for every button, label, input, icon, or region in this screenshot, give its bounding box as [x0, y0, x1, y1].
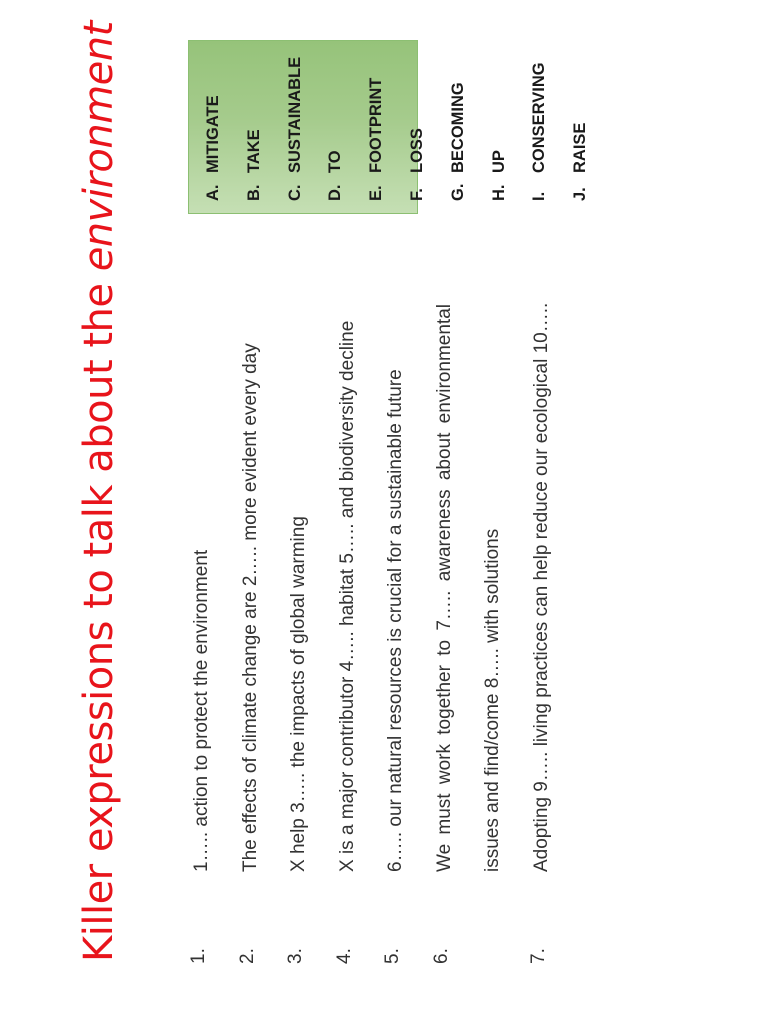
option-item: [234, 41, 275, 213]
exercise-number: 2.: [236, 948, 258, 964]
option-item: [193, 41, 234, 213]
title-emphasis: environment: [76, 21, 122, 272]
option-word: MITIGATE: [204, 95, 222, 173]
exercise-number: 5.: [382, 948, 403, 964]
option-letter: B.: [244, 184, 263, 201]
exercise-item: [334, 304, 383, 964]
exercise-text: Adopting 9….. living practices can help reduce our ecological 10…..: [530, 302, 552, 872]
option-word: FOOTPRINT: [367, 77, 386, 173]
option-letter: D.: [326, 184, 345, 201]
option-item: [275, 41, 316, 213]
option-word: TAKE: [244, 129, 263, 173]
exercise-item: [188, 304, 237, 964]
option-letter: F.: [407, 188, 426, 201]
option-item: [438, 41, 479, 213]
option-word: TO: [326, 150, 345, 173]
option-item: [479, 41, 520, 213]
exercise-text-continued: issues and find/come 8….. with solutions: [482, 528, 503, 872]
exercise-text: X help 3….. the impacts of global warming: [288, 516, 309, 872]
exercise-number: 6.: [430, 948, 452, 964]
exercise-item: [285, 304, 334, 964]
option-item: [560, 41, 601, 213]
exercise-text: We must work together to 7….. awareness about environmental: [433, 304, 455, 872]
option-letter: J.: [571, 187, 590, 201]
exercise-text: 1….. action to protect the environment: [191, 549, 212, 872]
exercise-number: 4.: [333, 948, 355, 964]
option-word: SUSTAINABLE: [285, 56, 304, 173]
title-main: Killer expressions to talk about the: [76, 271, 122, 962]
option-letter: G.: [448, 183, 467, 201]
option-word: LOSS: [407, 128, 426, 173]
option-item: [397, 41, 438, 213]
option-word: RAISE: [571, 122, 590, 173]
exercise-number: 3.: [285, 948, 306, 964]
option-item: [356, 41, 397, 213]
exercise-item: [431, 304, 528, 964]
exercise-text: The effects of climate change are 2….. more evident every day: [239, 343, 261, 872]
exercise-number: 1.: [188, 948, 209, 964]
exercise-item: [237, 304, 286, 964]
exercise-item: [382, 304, 431, 964]
option-item: [315, 41, 356, 213]
option-letter: C.: [285, 184, 304, 201]
exercise-item: [528, 304, 577, 964]
exercise-number: 7.: [527, 948, 549, 964]
option-letter: E.: [367, 185, 386, 201]
option-word: BECOMING: [448, 82, 467, 173]
option-word: CONSERVING: [530, 62, 549, 173]
page-title: [76, 21, 122, 962]
exercise-text: 6….. our natural resources is crucial for a sustainable future: [385, 369, 406, 872]
option-letter: I.: [530, 191, 549, 201]
option-letter: H.: [489, 184, 508, 201]
option-word: UP: [489, 150, 508, 173]
word-options-box: [188, 40, 590, 214]
exercise-text: X is a major contributor 4….. habitat 5….. and biodiversity decline: [336, 320, 358, 872]
option-item: [519, 41, 560, 213]
option-letter: A.: [204, 184, 222, 201]
exercise-list: [188, 304, 576, 964]
